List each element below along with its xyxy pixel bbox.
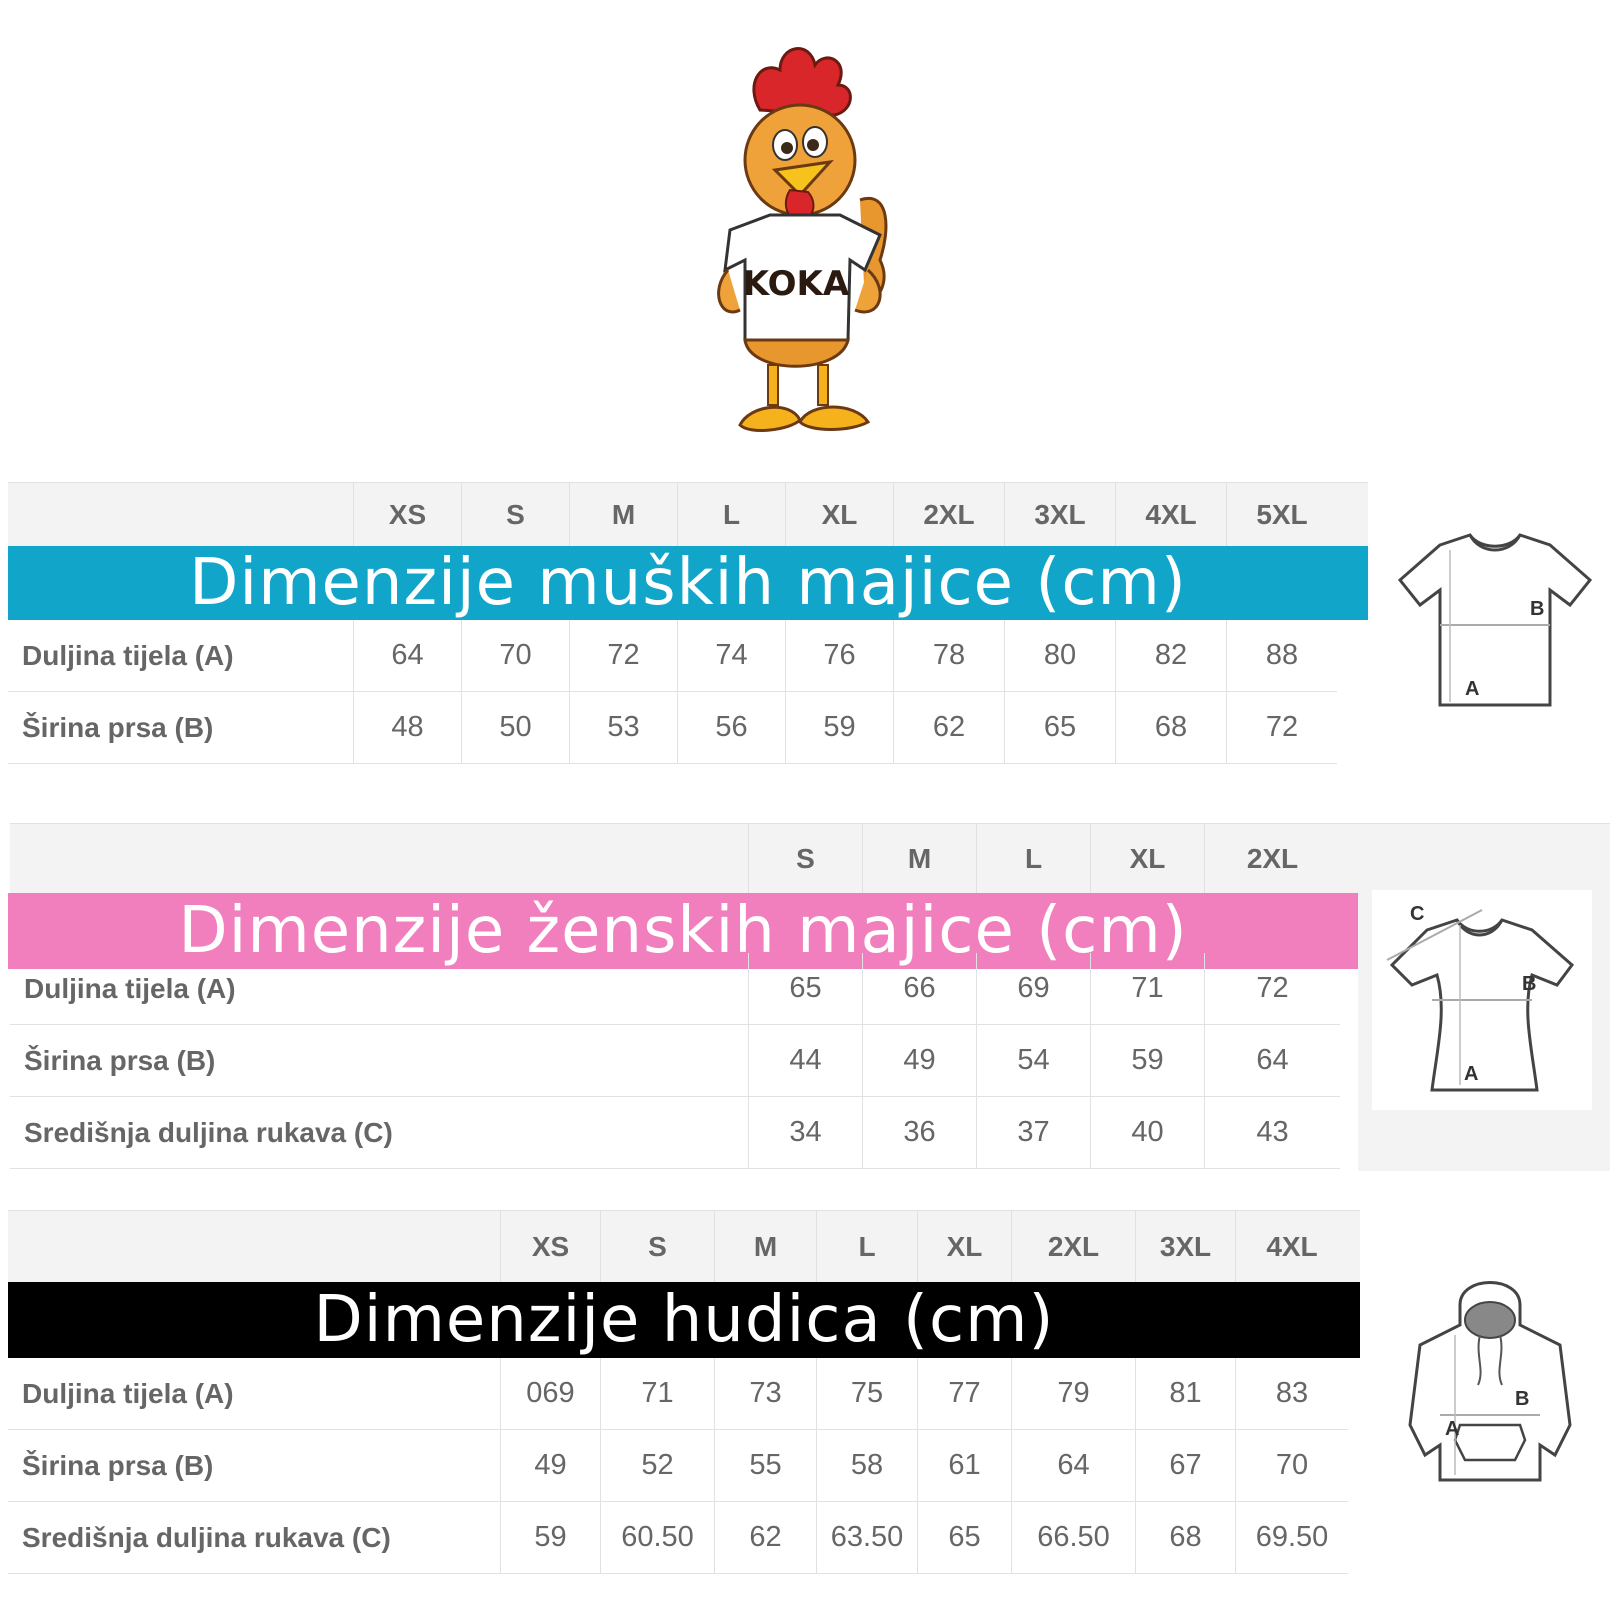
hoodie-title-band: [8, 1282, 1360, 1358]
womens-tshirt-icon: [1372, 890, 1592, 1110]
size-header-m: M: [714, 1211, 816, 1283]
size-header-3xl: 3XL: [1004, 483, 1115, 547]
table-cell: 48: [353, 692, 461, 763]
table-cell: 49: [500, 1430, 600, 1501]
table-cell: 64: [1204, 1025, 1340, 1096]
table-cell: 54: [976, 1025, 1090, 1096]
table-cell: 65: [917, 1502, 1011, 1573]
table-cell: 63.50: [816, 1502, 917, 1573]
table-cell: 40: [1090, 1097, 1204, 1168]
row-label: Središnja duljina rukava (C): [22, 1521, 391, 1553]
row-label: Duljina tijela (A): [22, 639, 234, 671]
size-header-xs: XS: [500, 1211, 600, 1283]
table-cell: 69.50: [1235, 1502, 1348, 1573]
row-label: Širina prsa (B): [22, 711, 214, 743]
table-cell: 82: [1115, 620, 1226, 691]
table-cell: 069: [500, 1358, 600, 1429]
svg-text:A: A: [1445, 1418, 1460, 1440]
table-cell: 59: [785, 692, 893, 763]
table-cell: 36: [862, 1097, 976, 1168]
size-header-l: L: [816, 1211, 917, 1283]
table-cell: 66.50: [1011, 1502, 1135, 1573]
table-row: [10, 1097, 1340, 1169]
women-size-table: [10, 823, 1610, 1171]
table-cell: 70: [1235, 1430, 1348, 1501]
table-cell: 71: [1090, 953, 1204, 1024]
men-header-row: [8, 482, 1368, 548]
svg-text:B: B: [1515, 1388, 1530, 1410]
table-cell: 72: [1204, 953, 1340, 1024]
table-cell: 67: [1135, 1430, 1235, 1501]
table-row: [8, 1502, 1348, 1574]
table-cell: 56: [677, 692, 785, 763]
table-cell: 58: [816, 1430, 917, 1501]
table-row: [8, 1430, 1348, 1502]
table-cell: 83: [1235, 1358, 1348, 1429]
size-header-s: S: [748, 824, 862, 894]
size-header-s: S: [461, 483, 569, 547]
men-title: Dimenzije muških majice (cm): [189, 546, 1187, 620]
table-cell: 37: [976, 1097, 1090, 1168]
size-header-3xl: 3XL: [1135, 1211, 1235, 1283]
size-header-5xl: 5XL: [1226, 483, 1337, 547]
size-header-m: M: [862, 824, 976, 894]
table-cell: 62: [893, 692, 1004, 763]
svg-text:B: B: [1522, 973, 1537, 995]
size-header-2xl: 2XL: [1011, 1211, 1135, 1283]
table-cell: 70: [461, 620, 569, 691]
women-header-row: [10, 823, 1610, 895]
hoodie-title: Dimenzije hudica (cm): [313, 1283, 1055, 1357]
table-cell: 88: [1226, 620, 1337, 691]
table-cell: 52: [600, 1430, 714, 1501]
table-cell: 43: [1204, 1097, 1340, 1168]
table-row: [10, 953, 1340, 1025]
table-cell: 78: [893, 620, 1004, 691]
table-cell: 65: [1004, 692, 1115, 763]
table-cell: 68: [1115, 692, 1226, 763]
logo-text: KOKA: [742, 264, 850, 304]
size-header-m: M: [569, 483, 677, 547]
women-title: Dimenzije ženskih majice (cm): [178, 894, 1188, 968]
koka-rooster-logo: [690, 30, 930, 450]
size-header-2xl: 2XL: [1204, 824, 1340, 894]
table-cell: 34: [748, 1097, 862, 1168]
table-cell: 72: [1226, 692, 1337, 763]
size-header-xl: XL: [785, 483, 893, 547]
table-cell: 64: [353, 620, 461, 691]
table-cell: 68: [1135, 1502, 1235, 1573]
table-cell: 55: [714, 1430, 816, 1501]
svg-text:B: B: [1530, 598, 1545, 620]
table-cell: 69: [976, 953, 1090, 1024]
men-size-table: [8, 482, 1368, 767]
row-label: Središnja duljina rukava (C): [24, 1116, 393, 1148]
hoodie-size-table: [8, 1210, 1360, 1566]
size-header-l: L: [976, 824, 1090, 894]
table-cell: 75: [816, 1358, 917, 1429]
table-row: [10, 1025, 1340, 1097]
table-row: [8, 692, 1337, 764]
table-cell: 59: [1090, 1025, 1204, 1096]
table-cell: 50: [461, 692, 569, 763]
table-cell: 64: [1011, 1430, 1135, 1501]
table-cell: 53: [569, 692, 677, 763]
row-label: Širina prsa (B): [24, 1044, 216, 1076]
svg-text:C: C: [1410, 903, 1425, 925]
table-row: [8, 1358, 1348, 1430]
table-cell: 49: [862, 1025, 976, 1096]
table-cell: 44: [748, 1025, 862, 1096]
size-header-s: S: [600, 1211, 714, 1283]
size-header-4xl: 4XL: [1235, 1211, 1348, 1283]
hoodie-header-row: [8, 1210, 1360, 1284]
table-cell: 74: [677, 620, 785, 691]
table-cell: 79: [1011, 1358, 1135, 1429]
table-cell: 59: [500, 1502, 600, 1573]
tshirt-icon: [1390, 530, 1600, 720]
table-cell: 72: [569, 620, 677, 691]
table-cell: 77: [917, 1358, 1011, 1429]
table-row: [8, 620, 1337, 692]
size-header-4xl: 4XL: [1115, 483, 1226, 547]
size-header-2xl: 2XL: [893, 483, 1004, 547]
table-cell: 66: [862, 953, 976, 1024]
men-title-band: [8, 546, 1368, 620]
row-label: Širina prsa (B): [22, 1449, 214, 1481]
row-label: Duljina tijela (A): [24, 972, 236, 1004]
row-label: Duljina tijela (A): [22, 1377, 234, 1409]
table-cell: 65: [748, 953, 862, 1024]
svg-text:A: A: [1464, 1063, 1479, 1085]
table-cell: 60.50: [600, 1502, 714, 1573]
table-cell: 76: [785, 620, 893, 691]
size-header-xl: XL: [1090, 824, 1204, 894]
table-cell: 73: [714, 1358, 816, 1429]
svg-text:A: A: [1465, 678, 1480, 700]
table-cell: 81: [1135, 1358, 1235, 1429]
table-cell: 80: [1004, 620, 1115, 691]
size-header-xs: XS: [353, 483, 461, 547]
size-header-l: L: [677, 483, 785, 547]
table-cell: 71: [600, 1358, 714, 1429]
table-cell: 62: [714, 1502, 816, 1573]
table-cell: 61: [917, 1430, 1011, 1501]
size-header-xl: XL: [917, 1211, 1011, 1283]
hoodie-icon: [1400, 1275, 1580, 1495]
